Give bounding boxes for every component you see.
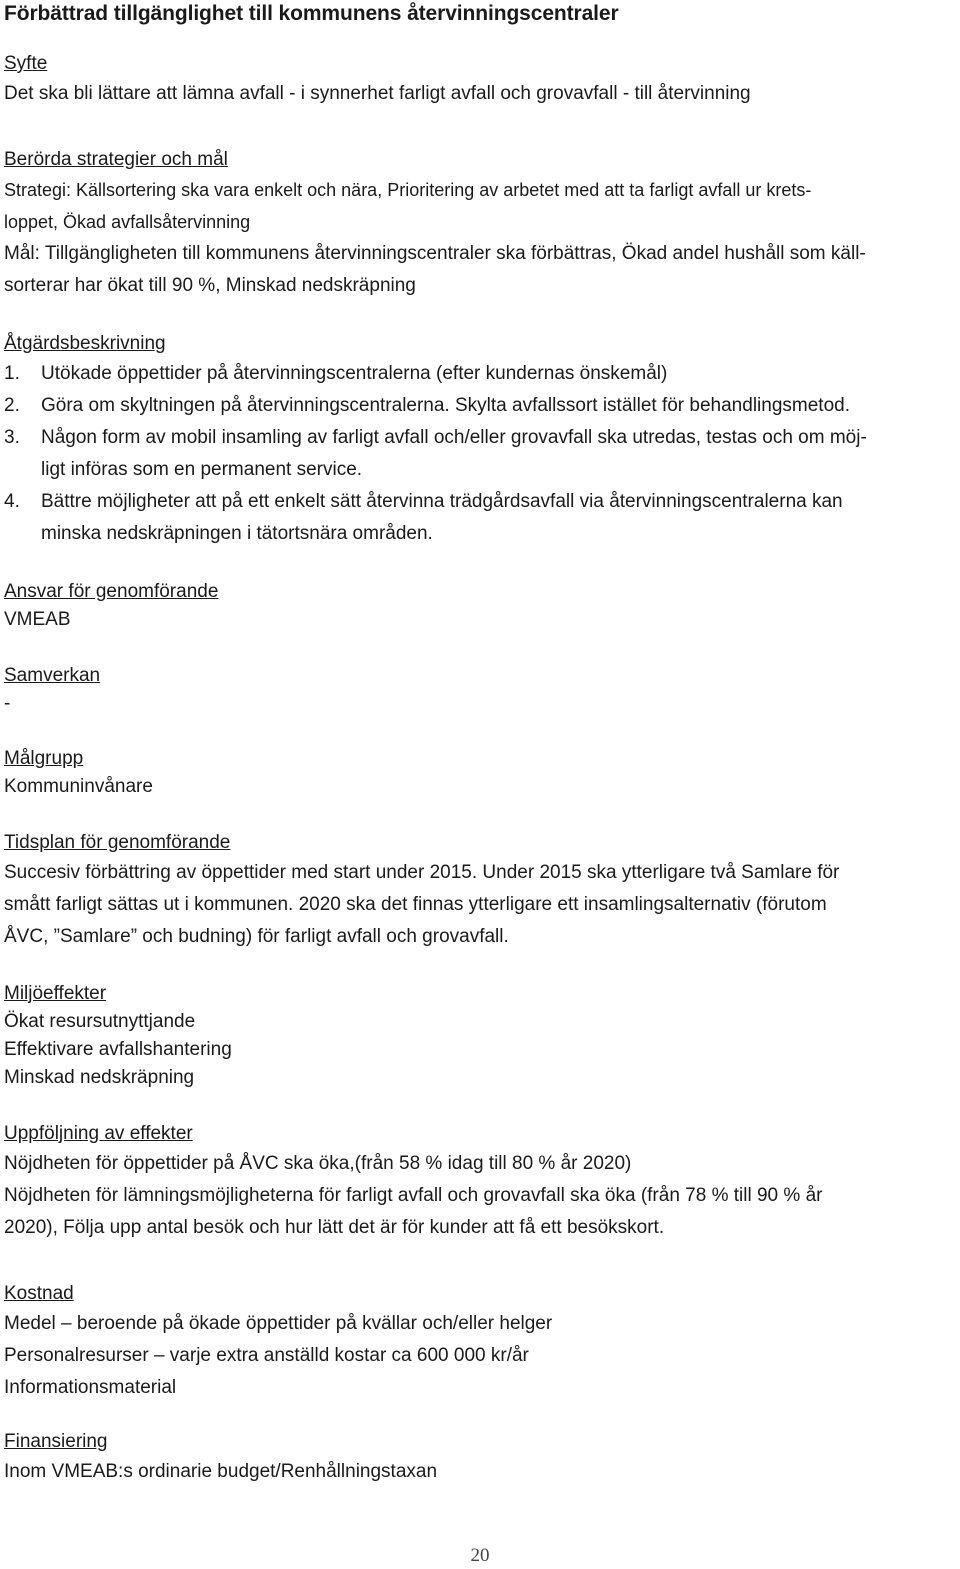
miljo-line: Effektivare avfallshantering (4, 1039, 232, 1060)
list-item-text: Någon form av mobil insamling av farligt avfall och/eller grovavfall ska utredas, testas och om möj- (41, 427, 867, 448)
miljo-line: Ökat resursutnyttjande (4, 1011, 196, 1032)
kostnad-line: Informationsmaterial (4, 1377, 177, 1398)
samverkan-text: - (4, 693, 11, 714)
section-uppfoljning (4, 1120, 956, 1244)
list-number: 4. (4, 491, 20, 512)
section-heading-finansiering: Finansiering (4, 1431, 108, 1452)
section-heading-strategier: Berörda strategier och mål (4, 149, 228, 170)
list-item-text: minska nedskräpningen i tätortsnära områden. (41, 523, 433, 544)
section-heading-tidsplan: Tidsplan för genomförande (4, 832, 231, 853)
mal-line: sorterar har ökat till 90 %, Minskad nedskräpning (4, 275, 416, 296)
section-ansvar (4, 578, 956, 634)
syfte-text: Det ska bli lättare att lämna avfall - i synnerhet farligt avfall och grovavfall - till återvinning (4, 83, 751, 104)
mal-line: Mål: Tillgängligheten till kommunens återvinningscentraler ska förbättras, Ökad andel hushåll som käll- (4, 243, 866, 264)
list-number: 2. (4, 395, 20, 416)
section-strategier (4, 146, 956, 302)
section-finansiering (4, 1428, 956, 1488)
section-heading-miljo: Miljöeffekter (4, 983, 107, 1004)
section-samverkan (4, 662, 956, 718)
tidsplan-line: Succesiv förbättring av öppettider med start under 2015. Under 2015 ska ytterligare två Samlare för (4, 862, 840, 883)
ansvar-text: VMEAB (4, 609, 71, 630)
section-heading-kostnad: Kostnad (4, 1283, 74, 1304)
tidsplan-line: ÅVC, ”Samlare” och budning) för farligt avfall och grovavfall. (4, 926, 509, 947)
strategi-line: Strategi: Källsortering ska vara enkelt och nära, Prioritering av arbetet med att ta farligt avfall ur krets- (4, 180, 812, 200)
kostnad-line: Medel – beroende på ökade öppettider på kvällar och/eller helger (4, 1313, 553, 1334)
list-item-text: ligt införas som en permanent service. (41, 459, 363, 480)
strategi-line: loppet, Ökad avfallsåtervinning (4, 212, 251, 232)
section-tidsplan (4, 829, 956, 953)
section-syfte (4, 50, 956, 110)
kostnad-line: Personalresurser – varje extra anställd kostar ca 600 000 kr/år (4, 1345, 529, 1366)
list-item (4, 422, 956, 486)
finansiering-text: Inom VMEAB:s ordinarie budget/Renhållningstaxan (4, 1461, 438, 1482)
malgrupp-text: Kommuninvånare (4, 776, 153, 797)
list-number: 3. (4, 427, 20, 448)
list-item-text: Utökade öppettider på återvinningscentralerna (efter kundernas önskemål) (41, 363, 668, 384)
section-heading-atgard: Åtgärdsbeskrivning (4, 333, 166, 354)
section-heading-ansvar: Ansvar för genomförande (4, 581, 219, 602)
uppfoljning-line: Nöjdheten för öppettider på ÅVC ska öka,(från 58 % idag till 80 % år 2020) (4, 1153, 632, 1174)
section-heading-uppfoljning: Uppföljning av effekter (4, 1123, 193, 1144)
list-item (4, 358, 956, 390)
page-number: 20 (470, 1545, 490, 1566)
list-item-text: Göra om skyltningen på återvinningscentralerna. Skylta avfallssort istället för behandlingsmetod. (41, 395, 850, 416)
section-miljo (4, 980, 956, 1092)
uppfoljning-line: Nöjdheten för lämningsmöjligheterna för farligt avfall och grovavfall ska öka (från 78 % till 90 % år (4, 1185, 823, 1206)
list-item (4, 390, 956, 422)
list-item (4, 486, 956, 550)
section-atgard (4, 330, 956, 550)
miljo-line: Minskad nedskräpning (4, 1067, 195, 1088)
section-heading-samverkan: Samverkan (4, 665, 101, 686)
tidsplan-line: smått farligt sättas ut i kommunen. 2020 ska det finnas ytterligare ett insamlingsalternativ (förutom (4, 894, 827, 915)
section-heading-malgrupp: Målgrupp (4, 748, 84, 769)
document-title: Förbättrad tillgänglighet till kommunens återvinningscentraler (4, 2, 619, 25)
section-kostnad (4, 1280, 956, 1404)
section-heading-syfte: Syfte (4, 53, 48, 74)
uppfoljning-line: 2020), Följa upp antal besök och hur lätt det är för kunder att få ett besökskort. (4, 1217, 665, 1238)
list-item-text: Bättre möjligheter att på ett enkelt sätt återvinna trädgårdsavfall via återvinningscentralerna kan (41, 491, 843, 512)
list-number: 1. (4, 363, 20, 384)
section-malgrupp (4, 745, 956, 801)
